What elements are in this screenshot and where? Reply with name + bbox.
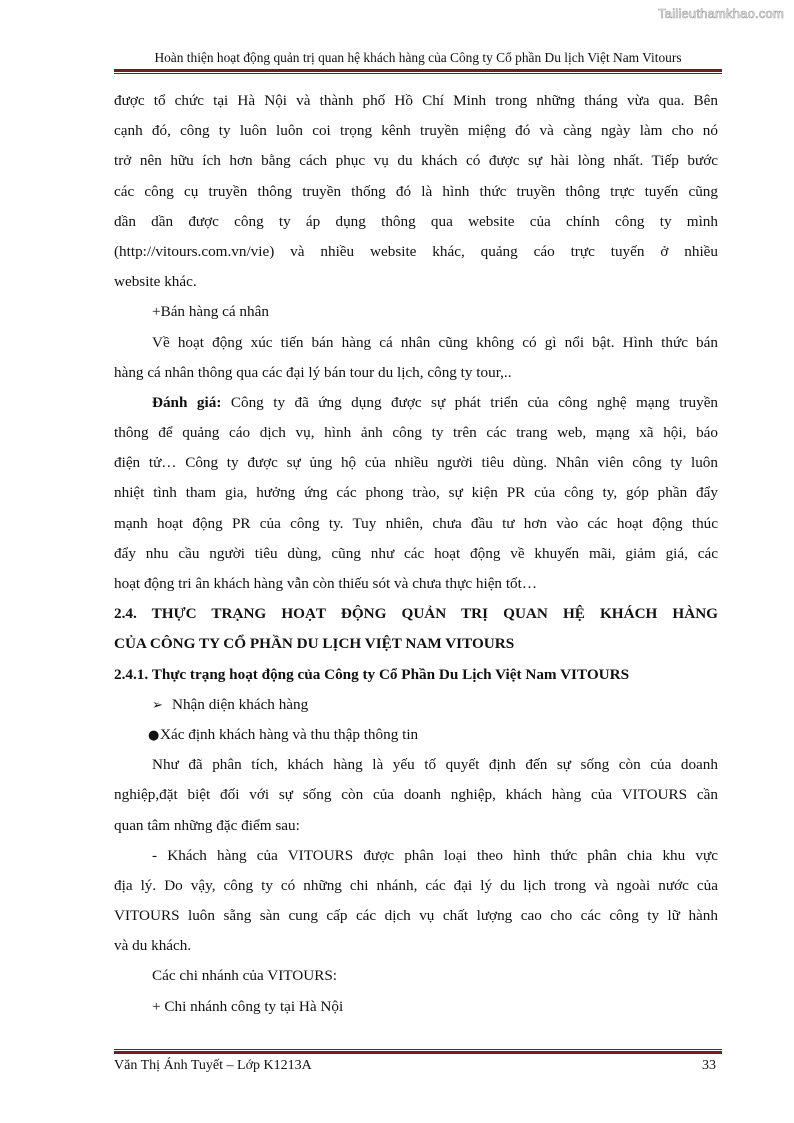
evaluation-label: Đánh giá: [152,393,222,411]
footer-rule [114,1049,722,1054]
text-line: hoạt động tri ân khách hàng vẫn còn thiếu sót và chưa thực hiện tốt… [114,575,538,592]
text-line: được tổ chức tại Hà Nội và thành phố Hồ Chí Minh trong những tháng vừa qua. Bên [114,92,718,109]
text-line: Công ty đã ứng dụng được sự phát triển của công nghệ mạng truyền [230,393,719,411]
personal-selling-heading: +Bán hàng cá nhân [152,303,269,321]
text-line: trở nên hữu ích hơn bằng cách phục vụ du khách có được sự hài lòng nhất. Tiếp bước [114,152,718,170]
branch-item: + Chi nhánh công ty tại Hà Nội [152,997,344,1015]
bullet-icon: ● [148,727,160,743]
arrow-list-item: ➢ Nhận diện khách hàng [114,690,718,720]
watermark: Tailieuthamkhao.com [658,6,784,21]
text-line: địa lý. Do vậy, công ty có những chi nhánh, các đại lý du lịch trong và ngoài nước của [114,876,718,894]
text-line: điện tử… Công ty được sự ủng hộ của nhiều người tiêu dùng. Nhân viên công ty luôn [114,454,718,472]
arrow-right-icon: ➢ [152,697,163,713]
text-line: cạnh đó, công ty luôn luôn coi trọng kênh truyền miệng đó và càng ngày làm cho nó [114,122,718,140]
branches-intro: Các chi nhánh của VITOURS: [152,967,338,985]
header-rule [114,69,722,74]
text-line: nhiệt tình tham gia, hưởng ứng các phong trào, sự kiện PR của công ty, góp phần đẩy [114,484,718,502]
text-line: quan tâm những đặc điểm sau: [114,816,300,834]
bullet-list-item: ●Xác định khách hàng và thu thập thông tin [114,720,718,750]
section-heading: CỦA CÔNG TY CỔ PHẦN DU LỊCH VIỆT NAM VITOURS [114,635,515,653]
text-line: và du khách. [114,937,192,955]
text-line: Về hoạt động xúc tiến bán hàng cá nhân cũng không có gì nổi bật. Hình thức bán [152,333,718,351]
text-line: - Khách hàng của VITOURS được phân loại theo hình thức phân chia khu vực [152,846,718,864]
page-body [114,86,718,1022]
text-line: (http://vitours.com.vn/vie) và nhiều website khác, quảng cáo trực tuyến ở nhiều [114,242,718,260]
text-line: website khác. [114,273,197,291]
evaluation-line [114,388,718,418]
page-number: 33 [702,1058,716,1073]
footer-author: Văn Thị Ánh Tuyết – Lớp K1213A [114,1058,312,1073]
section-heading: 2.4. THỰC TRẠNG HOẠT ĐỘNG QUẢN TRỊ QUAN HỆ KHÁCH HÀNG [114,605,718,623]
text-line: nghiệp,đặt biệt đối với sự sống còn của doanh nghiệp, khách hàng của VITOURS cần [114,786,718,804]
subsection-heading: 2.4.1. Thực trạng hoạt động của Công ty Cổ Phần Du Lịch Việt Nam VITOURS [114,665,630,683]
text-line: đẩy nhu cầu người tiêu dùng, cũng như các hoạt động về khuyến mãi, giảm giá, các [114,544,718,562]
text-line: Như đã phân tích, khách hàng là yếu tố quyết định đến sự sống còn của doanh [152,756,718,774]
text-line: mạnh hoạt động PR của công ty. Tuy nhiên, chưa đầu tư hơn vào các hoạt động thúc [114,514,718,532]
text-line: VITOURS luôn sẵng sàn cung cấp các dịch vụ chất lượng cao cho các công ty lữ hành [114,907,718,925]
text-line: thông để quảng cáo dịch vụ, hình ảnh công ty trên các trang web, mạng xã hội, báo [114,424,718,442]
text-line: các công cụ truyền thông truyền thống đó là hình thức truyền thông trực tuyến cũng [114,182,718,200]
text-line: dần dần được công ty áp dụng thông qua website của chính công ty mình [114,212,718,230]
text-line: hàng cá nhân thông qua các đại lý bán tour du lịch, công ty tour,.. [114,363,512,381]
running-header: Hoàn thiện hoạt động quản trị quan hệ khách hàng của Công ty Cổ phần Du lịch Việt Nam Vitours [154,50,682,65]
